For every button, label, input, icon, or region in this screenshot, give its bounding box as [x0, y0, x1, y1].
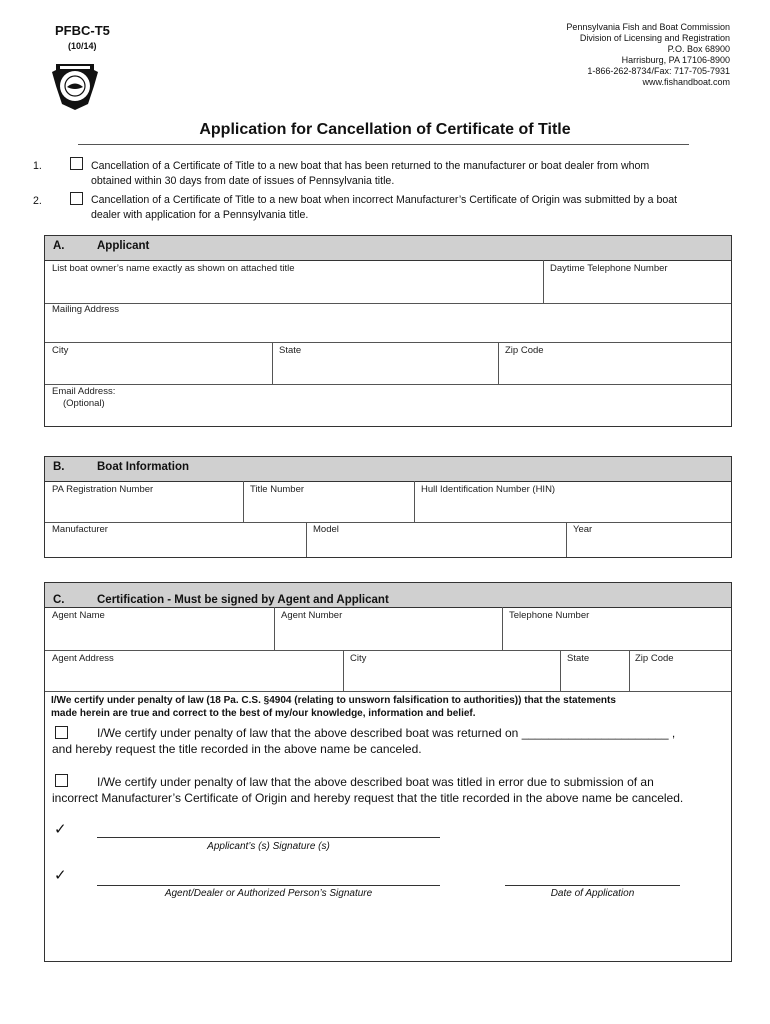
mailing-address-label: Mailing Address: [52, 304, 120, 315]
divider: [45, 691, 731, 692]
model-label: Model: [313, 524, 339, 535]
cert-titled-in-error-text: [52, 774, 727, 806]
cert-returned-text: [52, 725, 727, 757]
divider: [414, 481, 415, 522]
manufacturer-label: Manufacturer: [52, 524, 108, 535]
option-line: obtained within 30 days from date of issues of Pennsylvania title.: [91, 175, 395, 187]
email-label: Email Address:: [52, 386, 116, 397]
section-letter: B.: [53, 461, 65, 473]
checkmark-icon: ✓: [54, 867, 67, 884]
divider: [498, 342, 499, 384]
form-id: PFBC-T5: [55, 23, 110, 38]
agent-state-label: State: [567, 653, 590, 664]
email-optional-note: (Optional): [63, 398, 105, 409]
section-c-certification: [44, 582, 732, 962]
agency-line: Harrisburg, PA 17106-8900: [621, 55, 730, 65]
divider: [502, 607, 503, 650]
divider: [45, 522, 731, 523]
agent-signature-line[interactable]: [97, 885, 440, 886]
state-label: State: [279, 345, 302, 356]
title-number-label: Title Number: [250, 484, 305, 495]
option-2-text: [91, 193, 731, 223]
option-2-checkbox[interactable]: [70, 192, 83, 205]
section-title: Applicant: [97, 240, 150, 252]
applicant-signature-line[interactable]: [97, 837, 440, 838]
agent-signature-label: Agent/Dealer or Authorized Person’s Signature: [164, 888, 373, 899]
option-line: Cancellation of a Certificate of Title to a new boat when incorrect Manufacturer’s Certificate of Origin was submitted by a boat: [91, 194, 678, 206]
agency-address-block: [470, 22, 730, 88]
agent-number-label: Agent Number: [281, 610, 343, 621]
cert-line: I/We certify under penalty of law that the above described boat was titled in error due to submission of an: [97, 775, 654, 789]
agent-name-label: Agent Name: [52, 610, 105, 621]
agent-city-label: City: [350, 653, 367, 664]
section-b-boat-information: [44, 456, 732, 558]
penalty-line: made herein are true and correct to the best of my/our knowledge, information and belief.: [51, 708, 476, 719]
date-of-application-line[interactable]: [505, 885, 680, 886]
section-letter: C.: [53, 594, 65, 606]
agency-website[interactable]: www.fishandboat.com: [642, 77, 730, 87]
daytime-phone-label: Daytime Telephone Number: [550, 263, 668, 274]
option-1-text: [91, 159, 731, 189]
divider: [306, 522, 307, 557]
checkmark-icon: ✓: [54, 821, 67, 838]
page-title: Application for Cancellation of Certificate of Title: [199, 121, 571, 138]
section-letter: A.: [53, 240, 65, 252]
agency-line: P.O. Box 68900: [667, 44, 730, 54]
divider: [45, 303, 731, 304]
option-1-checkbox[interactable]: [70, 157, 83, 170]
owner-name-label: List boat owner’s name exactly as shown on attached title: [52, 263, 295, 274]
pa-registration-label: PA Registration Number: [52, 484, 154, 495]
option-line: Cancellation of a Certificate of Title to a new boat that has been returned to the manufacturer or boat dealer from whom: [91, 160, 650, 172]
divider: [45, 384, 731, 385]
divider: [629, 650, 630, 691]
cert-line: incorrect Manufacturer’s Certificate of Origin and hereby request that the title recorded in the above name be canceled.: [52, 791, 684, 805]
agency-line: Division of Licensing and Registration: [579, 33, 730, 43]
option-line: dealer with application for a Pennsylvania title.: [91, 209, 309, 221]
divider: [274, 607, 275, 650]
section-a-header: [45, 236, 731, 261]
divider: [560, 650, 561, 691]
applicant-signature-label: Applicant’s (s) Signature (s): [207, 841, 330, 852]
divider: [45, 342, 731, 343]
form-revision: (10/14): [68, 41, 97, 51]
cert-line: I/We certify under penalty of law that the above described boat was returned on ______________________ ,: [97, 726, 676, 740]
title-underline: [78, 144, 689, 145]
divider: [543, 260, 544, 303]
penalty-line: I/We certify under penalty of law (18 Pa. C.S. §4904 (relating to unsworn falsification to authorities)) that the statements: [51, 695, 616, 706]
telephone-label: Telephone Number: [509, 610, 590, 621]
section-title: Boat Information: [97, 461, 189, 473]
section-c-header: [45, 583, 731, 608]
divider: [343, 650, 344, 691]
zip-label: Zip Code: [505, 345, 544, 356]
date-of-application-label: Date of Application: [550, 888, 635, 899]
cert-line: and hereby request the title recorded in the above name be canceled.: [52, 742, 422, 756]
hin-label: Hull Identification Number (HIN): [421, 484, 556, 495]
section-a-applicant: [44, 235, 732, 427]
agency-line: 1-866-262-8734/Fax: 717-705-7931: [587, 66, 730, 76]
agent-zip-label: Zip Code: [635, 653, 674, 664]
section-b-header: [45, 457, 731, 482]
agent-address-label: Agent Address: [52, 653, 114, 664]
divider: [272, 342, 273, 384]
city-label: City: [52, 345, 69, 356]
section-title: Certification - Must be signed by Agent and Applicant: [97, 594, 389, 606]
pa-keystone-seal-icon: [50, 60, 100, 112]
divider: [243, 481, 244, 522]
divider: [566, 522, 567, 557]
penalty-statement: [51, 694, 726, 720]
agency-line: Pennsylvania Fish and Boat Commission: [566, 22, 730, 32]
option-number: 1.: [33, 160, 42, 172]
option-number: 2.: [33, 195, 42, 207]
year-label: Year: [573, 524, 593, 535]
